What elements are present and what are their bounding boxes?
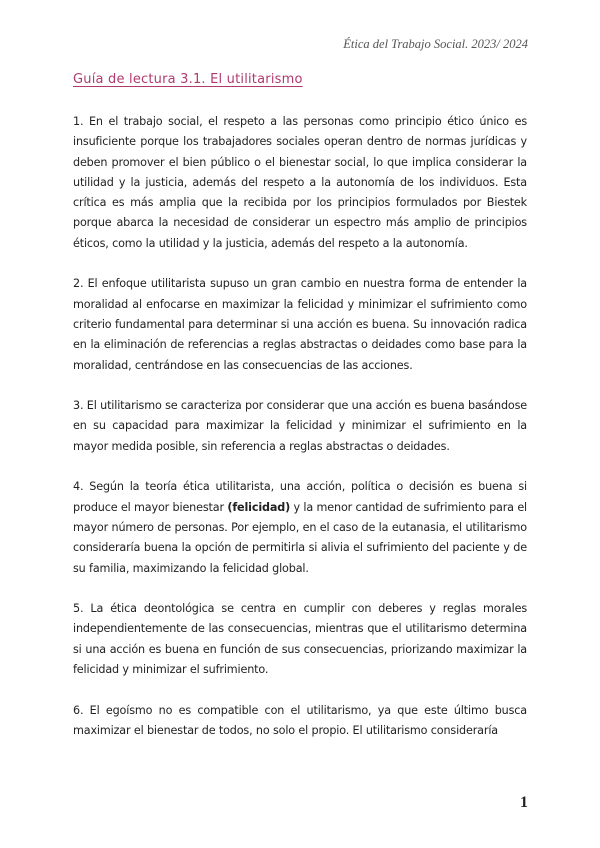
paragraph-6: 6. El egoísmo no es compatible con el utilitarismo, ya que este último busca maximizar el bienestar de todos, no solo el propio. El utilitarismo consideraría <box>73 703 527 737</box>
paragraph-3: 3. El utilitarismo se caracteriza por considerar que una acción es buena basándose en su capacidad para maximizar la felicidad y minimizar el sufrimiento en la mayor medida posible, sin referencia a reglas abstractas o deidades. <box>73 399 527 453</box>
page-title: Guía de lectura 3.1. El utilitarismo <box>73 72 303 87</box>
paragraph-2: 2. El enfoque utilitarista supuso un gran cambio en nuestra forma de entender la moralidad al enfocarse en maximizar la felicidad y minimizar el sufrimiento como criterio fundamental para determinar si una acción es buena. Su innovación radica en la eliminación de referencias a reglas abstractas o deidades como base para la moralidad, centrándose en las consecuencias de las acciones. <box>73 277 527 372</box>
paragraph-4 <box>73 477 527 578</box>
paragraph-4-lead: 4. Según la teoría ética utilitarista, una acción, política o decisión es buena si produce el mayor bienestar <box>73 480 527 514</box>
document-body <box>73 112 527 762</box>
emphasis-felicidad: (felicidad) <box>227 500 291 514</box>
paragraph-5: 5. La ética deontológica se centra en cumplir con deberes y reglas morales independientemente de las consecuencias, mientras que el utilitarismo determina si una acción es buena en función de sus consecuencias, priorizando maximizar la felicidad y minimizar el sufrimiento. <box>73 602 527 677</box>
page-number: 1 <box>520 794 528 811</box>
paragraph-4-rest: y la menor cantidad de sufrimiento para el mayor número de personas. Por ejemplo, en el caso de la eutanasia, el utilitarismo consideraría buena la opción de permitirla si alivia el sufrimiento del paciente y de su familia, maximizando la felicidad global. <box>73 500 528 575</box>
paragraph-1: 1. En el trabajo social, el respeto a las personas como principio ético único es insuficiente porque los trabajadores sociales operan dentro de normas jurídicas y deben promover el bien público o el bienestar social, lo que implica considerar la utilidad y la justicia, además del respeto a la autonomía de los individuos. Esta crítica es más amplia que la recibida por los principios formulados por Biestek porque abarca la necesidad de considerar un espectro más amplio de principios éticos, como la utilidad y la justicia, además del respeto a la autonomía. <box>73 115 527 250</box>
running-header: Ética del Trabajo Social. 2023/ 2024 <box>343 37 528 51</box>
